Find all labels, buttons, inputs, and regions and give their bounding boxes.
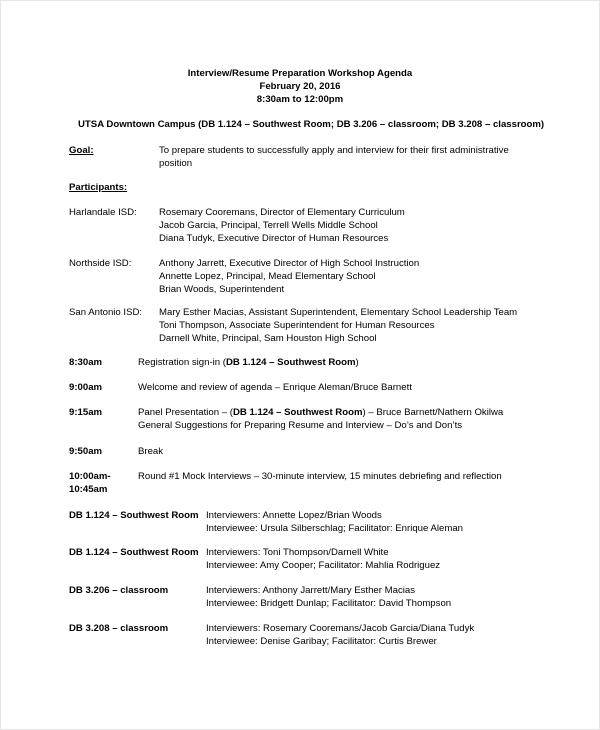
room-assignment: Interviewers: Toni Thompson/Darnell White Interviewee: Amy Cooper; Facilitator: Mahlia Rodriguez — [206, 547, 441, 571]
participant-org-san-antonio: San Antonio ISD: — [69, 307, 143, 318]
participant-list-northside — [159, 257, 419, 296]
schedule-item: Welcome and review of agenda – Enrique Aleman/Bruce Barnett — [138, 382, 412, 393]
participant: Rosemary Cooremans, Director of Elementary Curriculum — [159, 207, 405, 218]
goal-text: To prepare students to successfully apply and interview for their first administrative position — [159, 145, 509, 169]
participant-list-harlandale — [159, 206, 405, 245]
room-label: DB 1.124 – Southwest Room — [69, 510, 199, 521]
participant: Darnell White, Principal, Sam Houston High School — [159, 333, 377, 344]
goal-label: Goal: — [69, 145, 94, 156]
room-assignment: Interviewers: Rosemary Cooremans/Jacob Garcia/Diana Tudyk Interviewee: Denise Garibay; Facilitator: Curtis Brewer — [206, 623, 475, 647]
schedule-time: 8:30am — [69, 357, 103, 368]
participant: Brian Woods, Superintendent — [159, 284, 285, 295]
room-label: DB 3.208 – classroom — [69, 623, 169, 634]
agenda-location: UTSA Downtown Campus (DB 1.124 – Southwest Room; DB 3.206 – classroom; DB 3.208 – classroom) — [78, 119, 545, 130]
schedule-time: 9:50am — [69, 446, 103, 457]
schedule-time: 9:00am — [69, 382, 103, 393]
participant: Mary Esther Macias, Assistant Superintendent, Elementary School Leadership Team — [159, 307, 518, 318]
participant-org-northside: Northside ISD: — [69, 258, 132, 269]
room-label: DB 3.206 – classroom — [69, 585, 169, 596]
participant: Anthony Jarrett, Executive Director of High School Instruction — [159, 258, 420, 269]
participants-heading: Participants: — [69, 182, 128, 193]
agenda-title: Interview/Resume Preparation Workshop Agenda — [187, 68, 413, 79]
participant: Jacob Garcia, Principal, Terrell Wells Middle School — [159, 220, 378, 231]
participant-org-harlandale: Harlandale ISD: — [69, 207, 137, 218]
agenda-date: February 20, 2016 — [259, 81, 341, 92]
room-assignment: Interviewers: Annette Lopez/Brian Woods Interviewee: Ursula Silberschlag; Facilitator: Enrique Aleman — [206, 510, 464, 534]
schedule-item: Round #1 Mock Interviews – 30-minute interview, 15 minutes debriefing and reflection — [138, 471, 502, 482]
participant: Diana Tudyk, Executive Director of Human Resources — [159, 233, 389, 244]
participant: Toni Thompson, Associate Superintendent for Human Resources — [159, 320, 435, 331]
participant: Annette Lopez, Principal, Mead Elementary School — [159, 271, 376, 282]
schedule-item: Break — [138, 446, 164, 457]
schedule-item: Registration sign-in (DB 1.124 – Southwest Room) — [138, 357, 359, 368]
schedule-time: 10:00am- 10:45am — [69, 471, 111, 495]
room-label: DB 1.124 – Southwest Room — [69, 547, 199, 558]
room-assignment: Interviewers: Anthony Jarrett/Mary Esther Macias Interviewee: Bridgett Dunlap; Facilitator: David Thompson — [206, 585, 452, 609]
schedule-item: Panel Presentation – (DB 1.124 – Southwest Room) – Bruce Barnett/Nathern Okilwa General Suggestions for Preparing Resume and Interview – Do’s and Don’ts — [138, 407, 504, 431]
schedule-time: 9:15am — [69, 407, 103, 418]
participant-list-san-antonio — [159, 306, 517, 345]
agenda-time: 8:30am to 12:00pm — [256, 94, 344, 105]
